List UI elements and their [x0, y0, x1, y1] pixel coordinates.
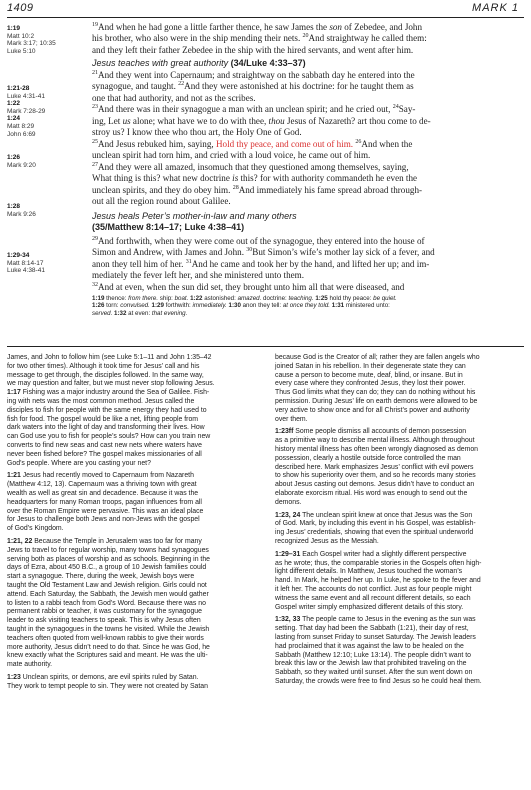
commentary-line: as a primitive way to describe mental illness. Although throughout	[275, 437, 475, 445]
verse-number: 20	[302, 33, 309, 40]
scripture-line: unclean spirits, and they do obey him. $^{28}$And immediately his fame spread abroad through-	[92, 184, 423, 195]
scripture-line: $^{25}$And Jesus rebuked him, saying, Hold thy peace, and come out of him. $^{26}$And when the	[92, 138, 413, 149]
commentary-line: wealth as well as great sin and decadence. Because it was the	[7, 489, 199, 497]
commentary-line: God’s people. Where are you casting your net?	[7, 459, 151, 467]
verse-number: 25	[92, 138, 98, 145]
scripture-line: $^{21}$And they went into Capernaum; and straightway on the sabbath day he entered into the	[92, 69, 415, 80]
commentary-line: ing Jesus’ credentials, showing that even the spiritual underworld	[275, 529, 474, 537]
header-rule	[7, 17, 524, 18]
scripture-line: anon they tell him of her. $^{31}$And he came and took her by the hand, and lifted her up; and im-	[92, 258, 430, 269]
cross-reference-line: Luke 4:38-41	[7, 267, 45, 275]
cross-reference-line: Luke 5:10	[7, 47, 36, 55]
commentary-line: serving both as places of worship and as schools. Beginning in the	[7, 555, 211, 563]
scripture-line: unclean spirit had torn him, and cried with a loud voice, he came out of him.	[92, 150, 371, 161]
verse-number: 28	[232, 184, 239, 191]
cross-reference-line: Mark 3:17; 10:35	[7, 40, 56, 48]
commentary-line: knew exactly what the Scriptures said and meant. He was the ulti-	[7, 652, 208, 660]
cross-reference-line: Luke 4:31-41	[7, 92, 45, 100]
commentary-line: taught in the synagogues in the towns he visited. While the Jewish	[7, 625, 210, 633]
verse-number: 27	[92, 161, 98, 168]
scripture-line: synagogue, and taught. $^{22}$And they were astonished at his doctrine: for he taught them as	[92, 81, 414, 92]
words-of-jesus: Hold thy peace, and come out of him.	[215, 138, 354, 149]
cross-reference-line: 1:26	[7, 154, 21, 161]
commentary-line: Sabbath, so they waited until sunset. After the sun went down on	[275, 669, 473, 677]
commentary-line: 1:21 Jesus had recently moved to Capernaum from Nazareth	[7, 472, 194, 480]
commentary-divider	[7, 346, 524, 347]
commentary-line: recognized Jesus as the Messiah.	[275, 537, 379, 545]
commentary-line: hand. In Mark, he helped her up. In Luke, he spoke to the fever and	[275, 577, 481, 585]
cross-reference-line: Matt 8:14-17	[7, 259, 44, 267]
commentary-line: joined Satan in his rebellion. In their degenerate state they can	[275, 362, 466, 370]
commentary-line: it left her. The accounts do not conflict. Just as four people might	[275, 585, 472, 593]
scripture-passage-2	[92, 70, 522, 207]
commentary-line: converts to find new seas and cast new nets where waters have	[7, 441, 202, 449]
scripture-passage-3	[92, 236, 522, 293]
commentary-line: elaborate exorcism ritual. His word was enough to send out the	[275, 489, 468, 497]
commentary-line: disciples to fish for people with the same energy they had used to	[7, 406, 207, 414]
commentary-line: attend. Each Saturday, the Sabbath, the Jewish men would gather	[7, 590, 209, 598]
cross-reference-block	[7, 85, 85, 138]
cross-reference-block	[7, 154, 85, 169]
page-header	[0, 0, 531, 20]
commentary-line: never been fished before? The gospel makes missionaries of all	[7, 450, 202, 458]
commentary-right-column	[275, 354, 525, 687]
commentary-line: over the Roman Empire were pervasive. This was an ideal place	[7, 507, 204, 515]
cross-reference-block	[7, 203, 85, 218]
cross-reference-line: 1:28	[7, 203, 21, 210]
commentary-line: history mental illness has often been wrongly diagnosed as demon	[275, 445, 479, 453]
scripture-line: out all the region round about Galilee.	[92, 195, 231, 206]
scripture-passage-1	[92, 22, 522, 56]
verse-number: 30	[246, 247, 253, 254]
commentary-line: as he wrote; thus, the comparable stories in the Gospels often high-	[275, 559, 482, 567]
scripture-line: $^{27}$And they were all amazed, insomuch that they questioned among themselves, saying,	[92, 161, 409, 172]
cross-reference-line: Matt 8:29	[7, 122, 35, 130]
commentary-line: of God’s Kingdom.	[7, 525, 64, 533]
scripture-line: his brother, who also were in the ship mending their nets. $^{20}$And straightway he called them:	[92, 33, 427, 44]
commentary-line: leader to ask visiting teachers to speak. This is why Jesus often	[7, 617, 201, 625]
footnote-line: served. 1:32 at even: that evening.	[92, 309, 188, 317]
commentary-line: lasting from sunset Friday to sunset Saturday. The Jewish leaders	[275, 633, 476, 641]
verse-number: 22	[178, 81, 185, 88]
commentary-line: we may question and falter, but we must never stop following Jesus.	[7, 380, 215, 388]
commentary-line: 1:23, 24 The unclean spirit knew at once that Jesus was the Son	[275, 511, 473, 519]
cross-reference-line: Mark 9:26	[7, 210, 36, 218]
cross-reference-line: 1:24	[7, 115, 21, 123]
verse-number: 24	[392, 104, 399, 111]
commentary-line: teachers often quoted from well-known rabbis to give their words	[7, 634, 204, 642]
cross-reference-line: 1:22	[7, 100, 21, 108]
commentary-line: ing with nets was the most common method. Jesus called the	[7, 397, 195, 405]
scripture-line: and they left their father Zebedee in the ship with the hired servants, and went after him.	[92, 44, 414, 55]
cross-reference-line: Mark 7:28-29	[7, 107, 46, 115]
supplied-word: thou	[268, 115, 285, 126]
commentary-line: of God. Mark, by including this event in his Gospel, was establish-	[275, 520, 476, 528]
verse-number: 19	[92, 21, 98, 28]
verse-number: 23	[92, 104, 98, 111]
commentary-left-column	[7, 354, 257, 691]
scripture-line: $^{23}$And there was in their synagogue a man with an unclean spirit; and he cried out, $^{24}$Say-	[92, 104, 416, 115]
footnote-line: 1:19 thence: from there. ship: boat. 1:22 astonished: amazed. doctrine: teaching. 1:25 hold thy peace: be quiet.	[92, 295, 397, 302]
cross-reference-line: 1:21-28	[7, 85, 30, 92]
commentary-line: fish for food. The gospel would be like a net, lifting people from	[7, 415, 199, 423]
commentary-line: very active to show once and for all Christ’s power and authority	[275, 406, 470, 414]
commentary-line: for two other times). Although it took time for Jesus’ call and his	[7, 362, 200, 370]
commentary-line: light different details. In Matthew, Jesus touched the woman’s	[275, 568, 463, 576]
commentary-line: permission. During Jesus’ life on earth demons were allowed to be	[275, 397, 478, 405]
commentary-line: 1:29–31 Each Gospel writer had a slightly different perspective	[275, 550, 467, 558]
scripture-line: $^{32}$And at even, when the sun did set, they brought unto him all that were diseased, and	[92, 281, 405, 292]
commentary-line: message to get through, the disciples followed. In the same way,	[7, 371, 204, 379]
scripture-line: $^{29}$And forthwith, when they were come out of the synagogue, they entered into the house of	[92, 235, 425, 246]
scripture-line: ing, Let us alone; what have we to do with thee, thou Jesus of Nazareth? art thou come to de-	[92, 115, 431, 126]
commentary-line: demons.	[275, 498, 302, 506]
verse-number: 32	[92, 281, 98, 288]
scripture-line: one that had authority, and not as the scribes.	[92, 92, 256, 103]
commentary-line: 1:23ff Some people dismiss all accounts of demon possession	[275, 428, 467, 436]
commentary-line: 1:23 Unclean spirits, or demons, are evil spirits ruled by Satan.	[7, 673, 199, 681]
commentary-line: had proclaimed that it was against the law to be healed on the	[275, 642, 464, 650]
commentary-line: Sabbath (Matthew 12:10; Luke 13:14). The people didn’t want to	[275, 651, 472, 659]
commentary-line: every case where they confronted Jesus, they lost their power.	[275, 380, 466, 388]
cross-reference-block	[7, 252, 85, 275]
supplied-word: is	[232, 173, 239, 184]
commentary-line: for Jesus to challenge both Jews and non-Jews with the gospel	[7, 516, 200, 524]
commentary-line: to show his superiority over them, and so he records many stories	[275, 472, 476, 480]
scripture-line: mediately the fever left her, and she ministered unto them.	[92, 270, 305, 281]
commentary-line: start a synagogue. There, during the week, Jewish boys were	[7, 573, 195, 581]
commentary-line: dark waters into the light of day and transforming their lives. How	[7, 424, 205, 432]
verse-number: 26	[355, 138, 362, 145]
cross-reference-block	[7, 25, 85, 55]
page-number: 1409	[7, 2, 34, 14]
commentary-line: possession, clearly a hostile outside force controlled the man	[275, 454, 461, 462]
cross-reference-line: John 6:69	[7, 130, 36, 138]
commentary-line: They work to tempt people to sin. They were not created by Satan	[7, 682, 208, 690]
section-heading-2: Jesus heals Peter’s mother-in-law and many others (35/Matthew 8:14–17; Luke 4:38–41)	[92, 211, 297, 232]
scripture-line: What thing is this? what new doctrine is this? for with authority commandeth he even the	[92, 173, 418, 184]
commentary-line: witness the same event and all recount different details, so each	[275, 594, 471, 602]
commentary-line: permanent rabbi or teacher, it was customary for the synagogue	[7, 608, 202, 616]
section-heading-1: Jesus teaches with great authority (34/Luke 4:33–37)	[92, 58, 306, 68]
commentary-line: Saturday, the crowds were free to find Jesus so he could heal them.	[275, 677, 482, 685]
commentary-line: can God use you to fish for people’s souls? How can you train new	[7, 433, 211, 441]
verse-number: 29	[92, 235, 98, 242]
commentary-line: because God is the Creator of all; rather they are fallen angels who	[275, 354, 480, 361]
commentary-line: to listen to a rabbi teach from God’s Word. Because there was no	[7, 599, 206, 607]
scripture-line: Simon and Andrew, with James and John. $^{30}$But Simon’s wife’s mother lay sick of a fever, and	[92, 247, 435, 258]
commentary-line: (Matthew 4:12, 13). Capernaum was a thriving town with great	[7, 481, 197, 489]
verse-number: 31	[185, 258, 192, 265]
supplied-word: son	[329, 22, 342, 32]
scripture-line: stroy us? I know thee who thou art, the Holy One of God.	[92, 127, 302, 138]
commentary-line: over them.	[275, 415, 308, 423]
book-chapter-title: MARK 1	[472, 2, 519, 14]
supplied-word: us	[122, 115, 131, 126]
footnote-line: 1:26 torn: convulsed. 1:29 forthwith: immediately. 1:30 anon they tell: at once they told. 1:31 ministered unto:	[92, 302, 390, 310]
commentary-line: 1:17 Fishing was a major industry around the Sea of Galilee. Fish-	[7, 389, 210, 397]
cross-reference-line: Mark 9:20	[7, 161, 36, 169]
cross-reference-line: 1:29-34	[7, 252, 30, 259]
commentary-line: Gospel writer simply emphasized different details of this story.	[275, 603, 464, 611]
cross-reference-line: Matt 10:2	[7, 32, 35, 40]
commentary-line: setting. That day had been the Sabbath (1:21), their day of rest,	[275, 625, 469, 633]
verse-number: 21	[92, 69, 98, 76]
commentary-line: Thus God limits what they can do; they can do nothing without his	[275, 389, 476, 397]
commentary-line: Jews to travel to for regular worship, many towns had synagogues	[7, 546, 209, 554]
commentary-line: more authority, Jesus didn’t need to do that. Since he was God, he	[7, 643, 210, 651]
commentary-line: taught the Old Testament Law and Jewish religion. Girls could not	[7, 581, 207, 589]
commentary-line: James, and John to follow him (see Luke 5:1–11 and John 1:35–42	[7, 354, 212, 361]
commentary-line: described here. Mark emphasizes Jesus’ conflict with evil powers	[275, 463, 474, 471]
commentary-line: headquarters for many Roman troops, pagan influences from all	[7, 498, 202, 506]
cross-reference-line: 1:19	[7, 25, 21, 32]
scripture-line: $^{19}$And when he had gone a little farther thence, he saw James the son of Zebedee, and John	[92, 21, 422, 32]
commentary-line: mate authority.	[7, 661, 53, 669]
commentary-line: 1:32, 33 The people came to Jesus in the evening as the sun was	[275, 616, 476, 624]
commentary-line: 1:21, 22 Because the Temple in Jerusalem was too far for many	[7, 537, 202, 545]
commentary-line: cause a person to become mute, deaf, blind, or insane. But in	[275, 371, 463, 379]
footnotes	[92, 295, 522, 317]
commentary-line: about Jesus casting out demons. Jesus didn’t have to conduct an	[275, 481, 475, 489]
commentary-line: days of Ezra, about 450 B.C., a group of 10 Jewish families could	[7, 564, 207, 572]
commentary-line: break this law or the Jewish law that prohibited traveling on the	[275, 660, 467, 668]
